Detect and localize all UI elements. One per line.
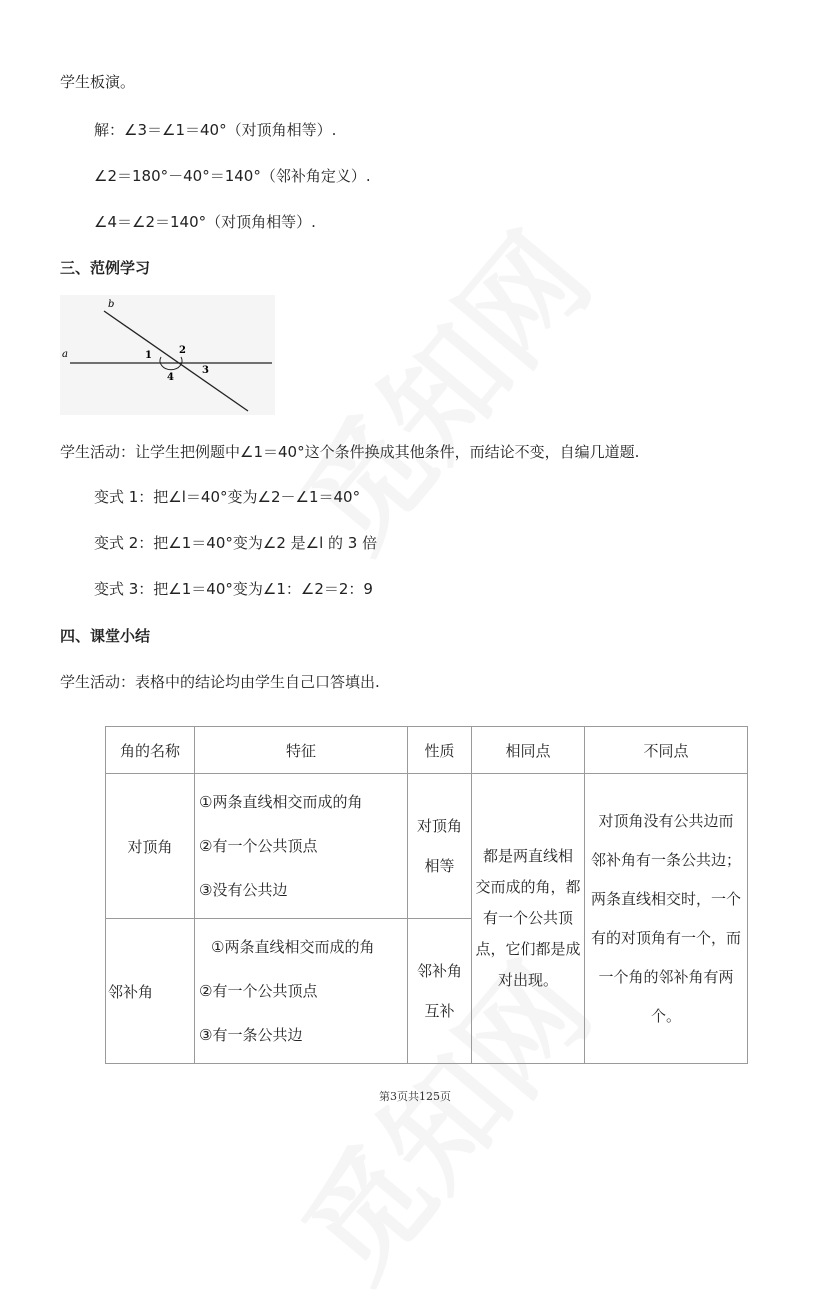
row2-feature-3: ③有一条公共边 [199,1026,303,1044]
para-solution-2: ∠2＝180°－40°＝140°（邻补角定义）. [94,167,371,185]
summary-table [105,726,748,1064]
label-angle-2: 2 [179,345,186,356]
row1-features [195,774,408,919]
diff-line-6: 个。 [650,1006,681,1025]
label-angle-3: 3 [202,365,209,376]
label-angle-1: 1 [145,350,152,361]
figure-svg [60,295,275,415]
row1-name: 对顶角 [106,774,195,919]
para-student-board: 学生板演。 [60,73,136,91]
para-solution-3: ∠4＝∠2＝140°（对顶角相等）. [94,213,316,231]
row2-property [408,919,472,1064]
row1-property [408,774,472,919]
section-heading-4: 四、课堂小结 [60,627,151,645]
row2-property-2: 互补 [424,1002,455,1020]
section-heading-3: 三、范例学习 [60,259,151,277]
same-line-5: 对出现。 [497,971,558,989]
same-line-4: 点，它们都是成 [475,940,581,958]
label-b: b [108,299,115,310]
intersecting-lines-figure [60,295,275,415]
para-variant-2: 变式 2：把∠1＝40°变为∠2 是∠l 的 3 倍 [94,534,378,552]
row2-property-1: 邻补角 [416,962,462,980]
line-b [104,311,248,411]
table-header-row [106,727,748,774]
row1-feature-2: ②有一个公共顶点 [199,837,318,855]
same-line-1: 都是两直线相 [482,847,573,865]
para-student-activity-2: 学生活动：表格中的结论均由学生自己口答填出. [60,673,380,691]
header-same: 相同点 [472,727,585,774]
para-variant-1: 变式 1：把∠l＝40°变为∠2－∠1＝40° [94,488,361,506]
row2-feature-1: ①两条直线相交而成的角 [211,938,375,956]
row2-feature-2: ②有一个公共顶点 [199,982,318,1000]
watermark [258,193,621,579]
row1-property-1: 对顶角 [416,817,462,835]
row1-feature-3: ③没有公共边 [199,881,288,899]
diff-line-1: 对顶角没有公共边而 [598,811,734,830]
row1-feature-1: ①两条直线相交而成的角 [199,793,363,811]
row2-name: 邻补角 [106,919,195,1064]
para-student-activity-1: 学生活动：让学生把例题中∠1＝40°这个条件换成其他条件，而结论不变，自编几道题. [60,443,640,461]
same-points [472,774,585,1064]
para-variant-3: 变式 3：把∠1＝40°变为∠1：∠2＝2：9 [94,580,373,598]
diff-line-2: 邻补角有一条公共边； [590,850,741,869]
header-features: 特征 [195,727,408,774]
diff-points [585,774,748,1064]
label-angle-4: 4 [167,372,174,383]
same-line-2: 交而成的角，都 [475,878,581,896]
same-line-3: 有一个公共顶 [482,909,573,927]
label-a: a [62,349,68,360]
header-property: 性质 [408,727,472,774]
header-diff: 不同点 [585,727,748,774]
row2-features [195,919,408,1064]
diff-line-4: 有的对顶角有一个，而 [590,928,741,947]
diff-line-5: 一个角的邻补角有两 [598,967,734,986]
header-name: 角的名称 [106,727,195,774]
row1-property-2: 相等 [424,857,455,875]
page-footer: 第3页共125页 [379,1090,451,1103]
table-row-vertical-angles [106,774,748,919]
para-solution-1: 解：∠3＝∠1＝40°（对顶角相等）. [94,121,337,139]
diff-line-3: 两条直线相交时，一个 [590,889,741,908]
